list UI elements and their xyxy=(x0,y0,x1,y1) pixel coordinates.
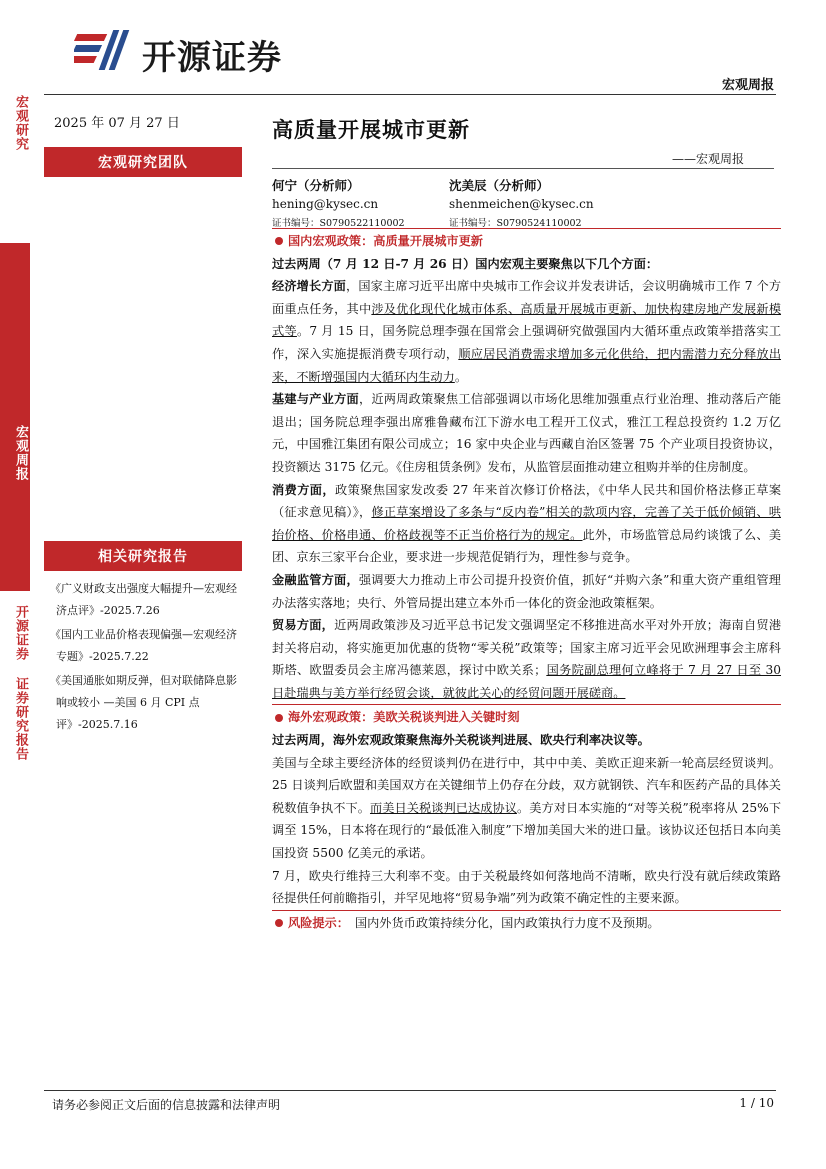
section-divider xyxy=(272,228,781,229)
paragraph-consumption xyxy=(272,479,781,569)
doc-type-label: 宏观周报 xyxy=(721,78,774,93)
paragraph-highlight: 修正草案增设了多条与“反内卷”相关的款项内容，完善了关于低价倾销、哄抬价格、价格串通、价格歧视等不正当价格行为的规定。 xyxy=(272,505,781,542)
paragraph-head: 金融监管方面， xyxy=(272,572,359,587)
related-report-item[interactable]: 《美国通胀如期反弹，但对联储降息影响或较小 —美国 6 月 CPI 点评》-2025.7.16 xyxy=(50,674,237,731)
report-body xyxy=(272,228,781,934)
paragraph-highlight: 顺应居民消费需求增加多元化供给，把内需潜力充分释放出来，不断增强国内大循环内生动力 xyxy=(272,346,782,384)
paragraph-head: 经济增长方面 xyxy=(272,279,347,294)
side-tab-macro-research: 宏观研究 xyxy=(13,95,28,151)
analyst-name: 沈美辰（分析师） xyxy=(449,178,550,193)
bullet-dot-icon xyxy=(275,919,283,927)
side-tab-macro-weekly: 宏观周报 xyxy=(0,243,30,591)
paragraph-highlight: 而美日关税谈判已达成协议 xyxy=(369,800,517,815)
company-logo xyxy=(74,28,314,76)
section-heading-overseas xyxy=(272,706,781,729)
paragraph-text: 此外，市场监管总局约谈饿了么、美团、京东三家平台企业，要求进一步规范促销行为，理性参与竞争。 xyxy=(272,527,782,565)
paragraph-tariffs xyxy=(272,752,781,865)
report-title: 高质量开展城市更新 xyxy=(272,117,470,142)
analyst-cert: 证书编号：S0790522110002 xyxy=(272,218,405,229)
paragraph-highlight: 涉及优化现代化城市体系、高质量开展城市更新、加快构建房地产发展新模式等 xyxy=(272,301,782,339)
section-divider xyxy=(272,910,781,911)
related-report-item[interactable]: 《广义财政支出强度大幅提升—宏观经济点评》-2025.7.26 xyxy=(50,582,237,617)
section-heading-domestic xyxy=(272,230,781,253)
bullet-dot-icon xyxy=(275,714,283,722)
side-tab-securities-report: 开源证券 证券研究报告 xyxy=(13,605,28,761)
paragraph-text: ，国家主席习近平出席中央城市工作会议并发表讲话，会议明确城市工作 7 个方面重点任务，其中 xyxy=(272,279,782,316)
related-reports-header: 相关研究报告 xyxy=(44,541,242,571)
risk-label: 风险提示： xyxy=(288,915,349,930)
paragraph-trade xyxy=(272,614,781,704)
section-heading-text: 海外宏观政策：美欧关税谈判进入关键时刻 xyxy=(288,710,520,725)
paragraph-text: 。美方对日本实施的“对等关税”税率将从 25%下调至 15%，日本将在现行的“最低准入制度”下增加美国大米的进口量。该协议还包括日本向美国投资 5500 亿美元的承诺。 xyxy=(272,800,782,861)
analyst-card xyxy=(449,176,594,233)
analyst-email[interactable]: shenmeichen@kysec.cn xyxy=(449,197,594,211)
analyst-card xyxy=(272,176,405,233)
section-divider xyxy=(272,704,781,705)
paragraph-text: 强调要大力推动上市公司提升投资价值，抓好“并购六条”和重大资产重组管理办法落实落地；央行、外管局提出建立本外币一体化的资金池政策框架。 xyxy=(272,572,781,610)
paragraph-ecb: 7 月，欧央行维持三大利率不变。由于关税最终如何落地尚不清晰，欧央行没有就后续政策路径提供任何前瞻指引，并罕见地将“贸易争端”列为政策不确定性的主要来源。 xyxy=(272,868,781,906)
paragraph-highlight: 国务院副总理何立峰将于 7 月 27 日至 30 日赴瑞典与美方举行经贸会谈，就彼此关心的经贸问题开展磋商。 xyxy=(272,663,782,700)
paragraph-growth xyxy=(272,275,781,388)
section-heading-text: 国内宏观政策：高质量开展城市更新 xyxy=(288,234,483,248)
page-number: 1 / 10 xyxy=(739,1096,774,1110)
paragraph-head: 基建与产业方面 xyxy=(272,392,359,407)
analyst-email[interactable]: hening@kysec.cn xyxy=(272,197,379,211)
related-report-item[interactable]: 《国内工业品价格表现偏强—宏观经济专题》-2025.7.22 xyxy=(50,628,237,663)
analyst-cert: 证书编号：S0790524110002 xyxy=(449,218,582,229)
report-subtitle: ——宏观周报 xyxy=(671,152,744,166)
paragraph-text: 。7 月 15 日，国务院总理李强在国常会上强调研究做强国内大循环重点政策举措落实工作，深入实施提振消费专项行动， xyxy=(272,324,782,361)
title-divider xyxy=(272,168,774,169)
report-date: 2025 年 07 月 27 日 xyxy=(54,116,180,131)
paragraph-text: 政策聚焦国家发改委 27 年来首次修订价格法，《中华人民共和国价格法修正草案（征求意见稿）》， xyxy=(272,482,782,520)
risk-text: 国内外货币政策持续分化，国内政策执行力度不及预期。 xyxy=(354,915,660,930)
risk-warning xyxy=(272,912,781,935)
related-reports-list xyxy=(50,578,246,738)
team-header: 宏观研究团队 xyxy=(44,147,242,177)
section-lead: 过去两周（7 月 12 日-7 月 26 日）国内宏观主要聚焦以下几个方面： xyxy=(272,256,659,271)
footer-divider xyxy=(44,1090,776,1091)
paragraph-finance xyxy=(272,569,781,614)
paragraph-text: 近两周政策涉及习近平总书记发文强调坚定不移推进高水平对外开放；海南自贸港封关将启动，将实施更加优惠的货物“零关税”政策等；国家主席习近平会见欧洲理事会主席科斯塔、欧盟委员会主席冯德莱恩，探讨中欧关系； xyxy=(272,618,782,678)
logo-mark-icon xyxy=(74,28,138,74)
paragraph-head: 贸易方面， xyxy=(272,618,335,633)
header-divider xyxy=(44,94,776,95)
section-lead: 过去两周，海外宏观政策聚焦海外关税谈判进展、欧央行利率决议等。 xyxy=(272,733,650,748)
analyst-name: 何宁（分析师） xyxy=(272,178,360,193)
paragraph-text: 美国与全球主要经济体的经贸谈判仍在进行中，其中中美、美欧正迎来新一轮高层经贸谈判。25 日谈判后欧盟和美国双方在关键细节上仍存在分歧，双方就钢铁、汽车和医药产品的具体关税数值争执不下。 xyxy=(272,755,781,815)
paragraph-head: 消费方面， xyxy=(272,482,336,497)
paragraph-infrastructure xyxy=(272,388,781,478)
paragraph-text: 。 xyxy=(454,369,467,384)
bullet-dot-icon xyxy=(275,237,283,245)
paragraph-text: ，近两周政策聚焦工信部强调以市场化思维加强重点行业治理、推动落后产能退出；国务院总理李强出席雅鲁藏布江下游水电工程开工仪式，雅江工程总投资约 1.2 万亿元，中国雅江集团有限公司成立；16 家中央企业与西藏自治区签署 75 个产业项目投资协议，投资额达 3175 亿元。《住房租赁条例》发布，从监管层面推动建立租购并举的住房制度。 xyxy=(272,392,782,474)
brand-name: 开源证券 xyxy=(142,38,282,78)
footer-disclaimer: 请务必参阅正文后面的信息披露和法律声明 xyxy=(52,1098,281,1112)
